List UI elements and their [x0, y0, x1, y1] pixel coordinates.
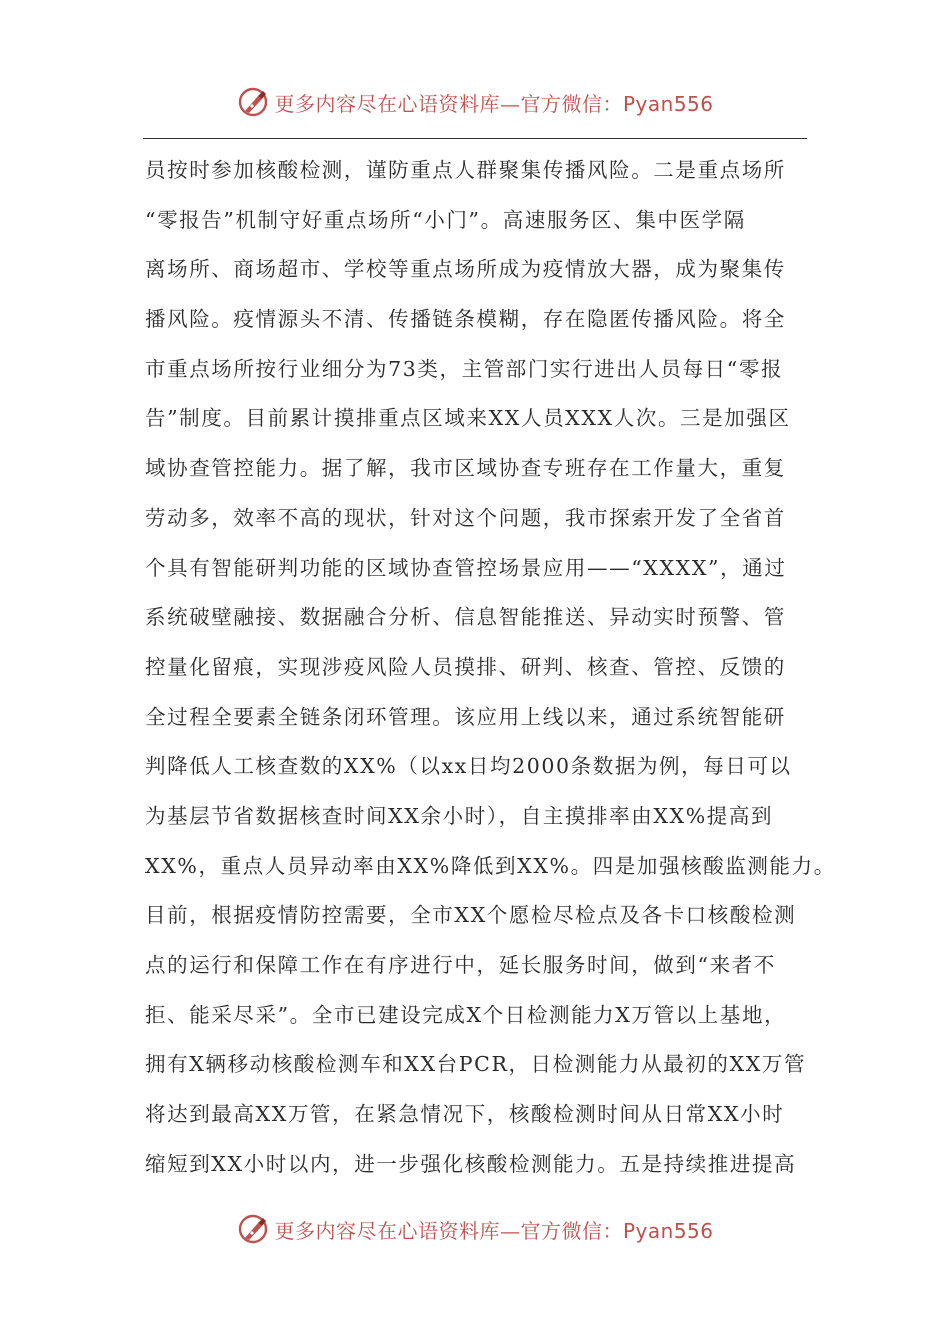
pen-nib-logo-icon	[236, 85, 270, 119]
text-line: 目前，根据疫情防控需要，全市XX个愿检尽检点及各卡口核酸检测	[145, 903, 797, 928]
text-line: 个具有智能研判功能的区域协查管控场景应用——“XXXX”，通过	[145, 555, 787, 580]
text-line: XX%，重点人员异动率由XX%降低到XX%。四是加强核酸监测能力。	[145, 853, 836, 878]
footer-banner-label: 更多内容尽在心语资料库—官方微信：Pyan556	[274, 1218, 714, 1243]
text-line: 拥有X辆移动核酸检测车和XX台PCR，日检测能力从最初的XX万管	[145, 1052, 807, 1077]
text-line: 离场所、商场超市、学校等重点场所成为疫情放大器，成为聚集传	[145, 257, 786, 282]
header-divider	[143, 138, 807, 139]
text-line: “零报告”机制守好重点场所“小门”。高速服务区、集中医学隔	[145, 207, 746, 232]
header-wechat-handle: Pyan556	[622, 91, 714, 116]
document-body	[145, 146, 836, 1189]
text-line: 播风险。疫情源头不清、传播链条模糊，存在隐匿传播风险。将全	[145, 307, 786, 332]
header-banner-label: 更多内容尽在心语资料库—官方微信：Pyan556	[274, 91, 714, 116]
text-line: 控量化留痕，实现涉疫风险人员摸排、研判、核查、管控、反馈的	[145, 654, 786, 679]
header-banner	[0, 82, 950, 122]
pen-nib-logo-icon	[236, 1212, 270, 1246]
text-line: 员按时参加核酸检测，谨防重点人群聚集传播风险。二是重点场所	[145, 158, 786, 182]
footer-banner-content	[236, 1212, 713, 1246]
text-line: 拒、能采尽采”。全市已建设完成X个日检测能力X万管以上基地，	[145, 1002, 787, 1027]
text-line: 市重点场所按行业细分为73类，主管部门实行进出人员每日“零报	[145, 356, 784, 381]
text-line: 缩短到XX小时以内，进一步强化核酸检测能力。五是持续推进提高	[145, 1151, 797, 1176]
text-line: 告”制度。目前累计摸排重点区域来XX人员XXX人次。三是加强区	[145, 406, 791, 431]
text-line: 劳动多，效率不高的现状，针对这个问题，我市探索开发了全省首	[145, 505, 786, 530]
footer-banner	[0, 1209, 950, 1249]
text-line: 点的运行和保障工作在有序进行中，延长服务时间，做到“来者不	[145, 953, 776, 977]
text-line: 判降低人工核查数的XX%（以xx日均2000条数据为例，每日可以	[145, 754, 792, 779]
text-line: 系统破壁融接、数据融合分析、信息智能推送、异动实时预警、管	[145, 605, 786, 630]
footer-wechat-handle: Pyan556	[622, 1218, 714, 1243]
text-line: 为基层节省数据核查时间XX余小时），自主摸排率由XX%提高到	[145, 803, 774, 828]
header-banner-content	[236, 85, 713, 119]
text-line: 域协查管控能力。据了解，我市区域协查专班存在工作量大，重复	[145, 456, 786, 481]
text-line: 将达到最高XX万管，在紧急情况下，核酸检测时间从日常XX小时	[145, 1102, 785, 1127]
text-line: 全过程全要素全链条闭环管理。该应用上线以来，通过系统智能研	[145, 704, 786, 729]
